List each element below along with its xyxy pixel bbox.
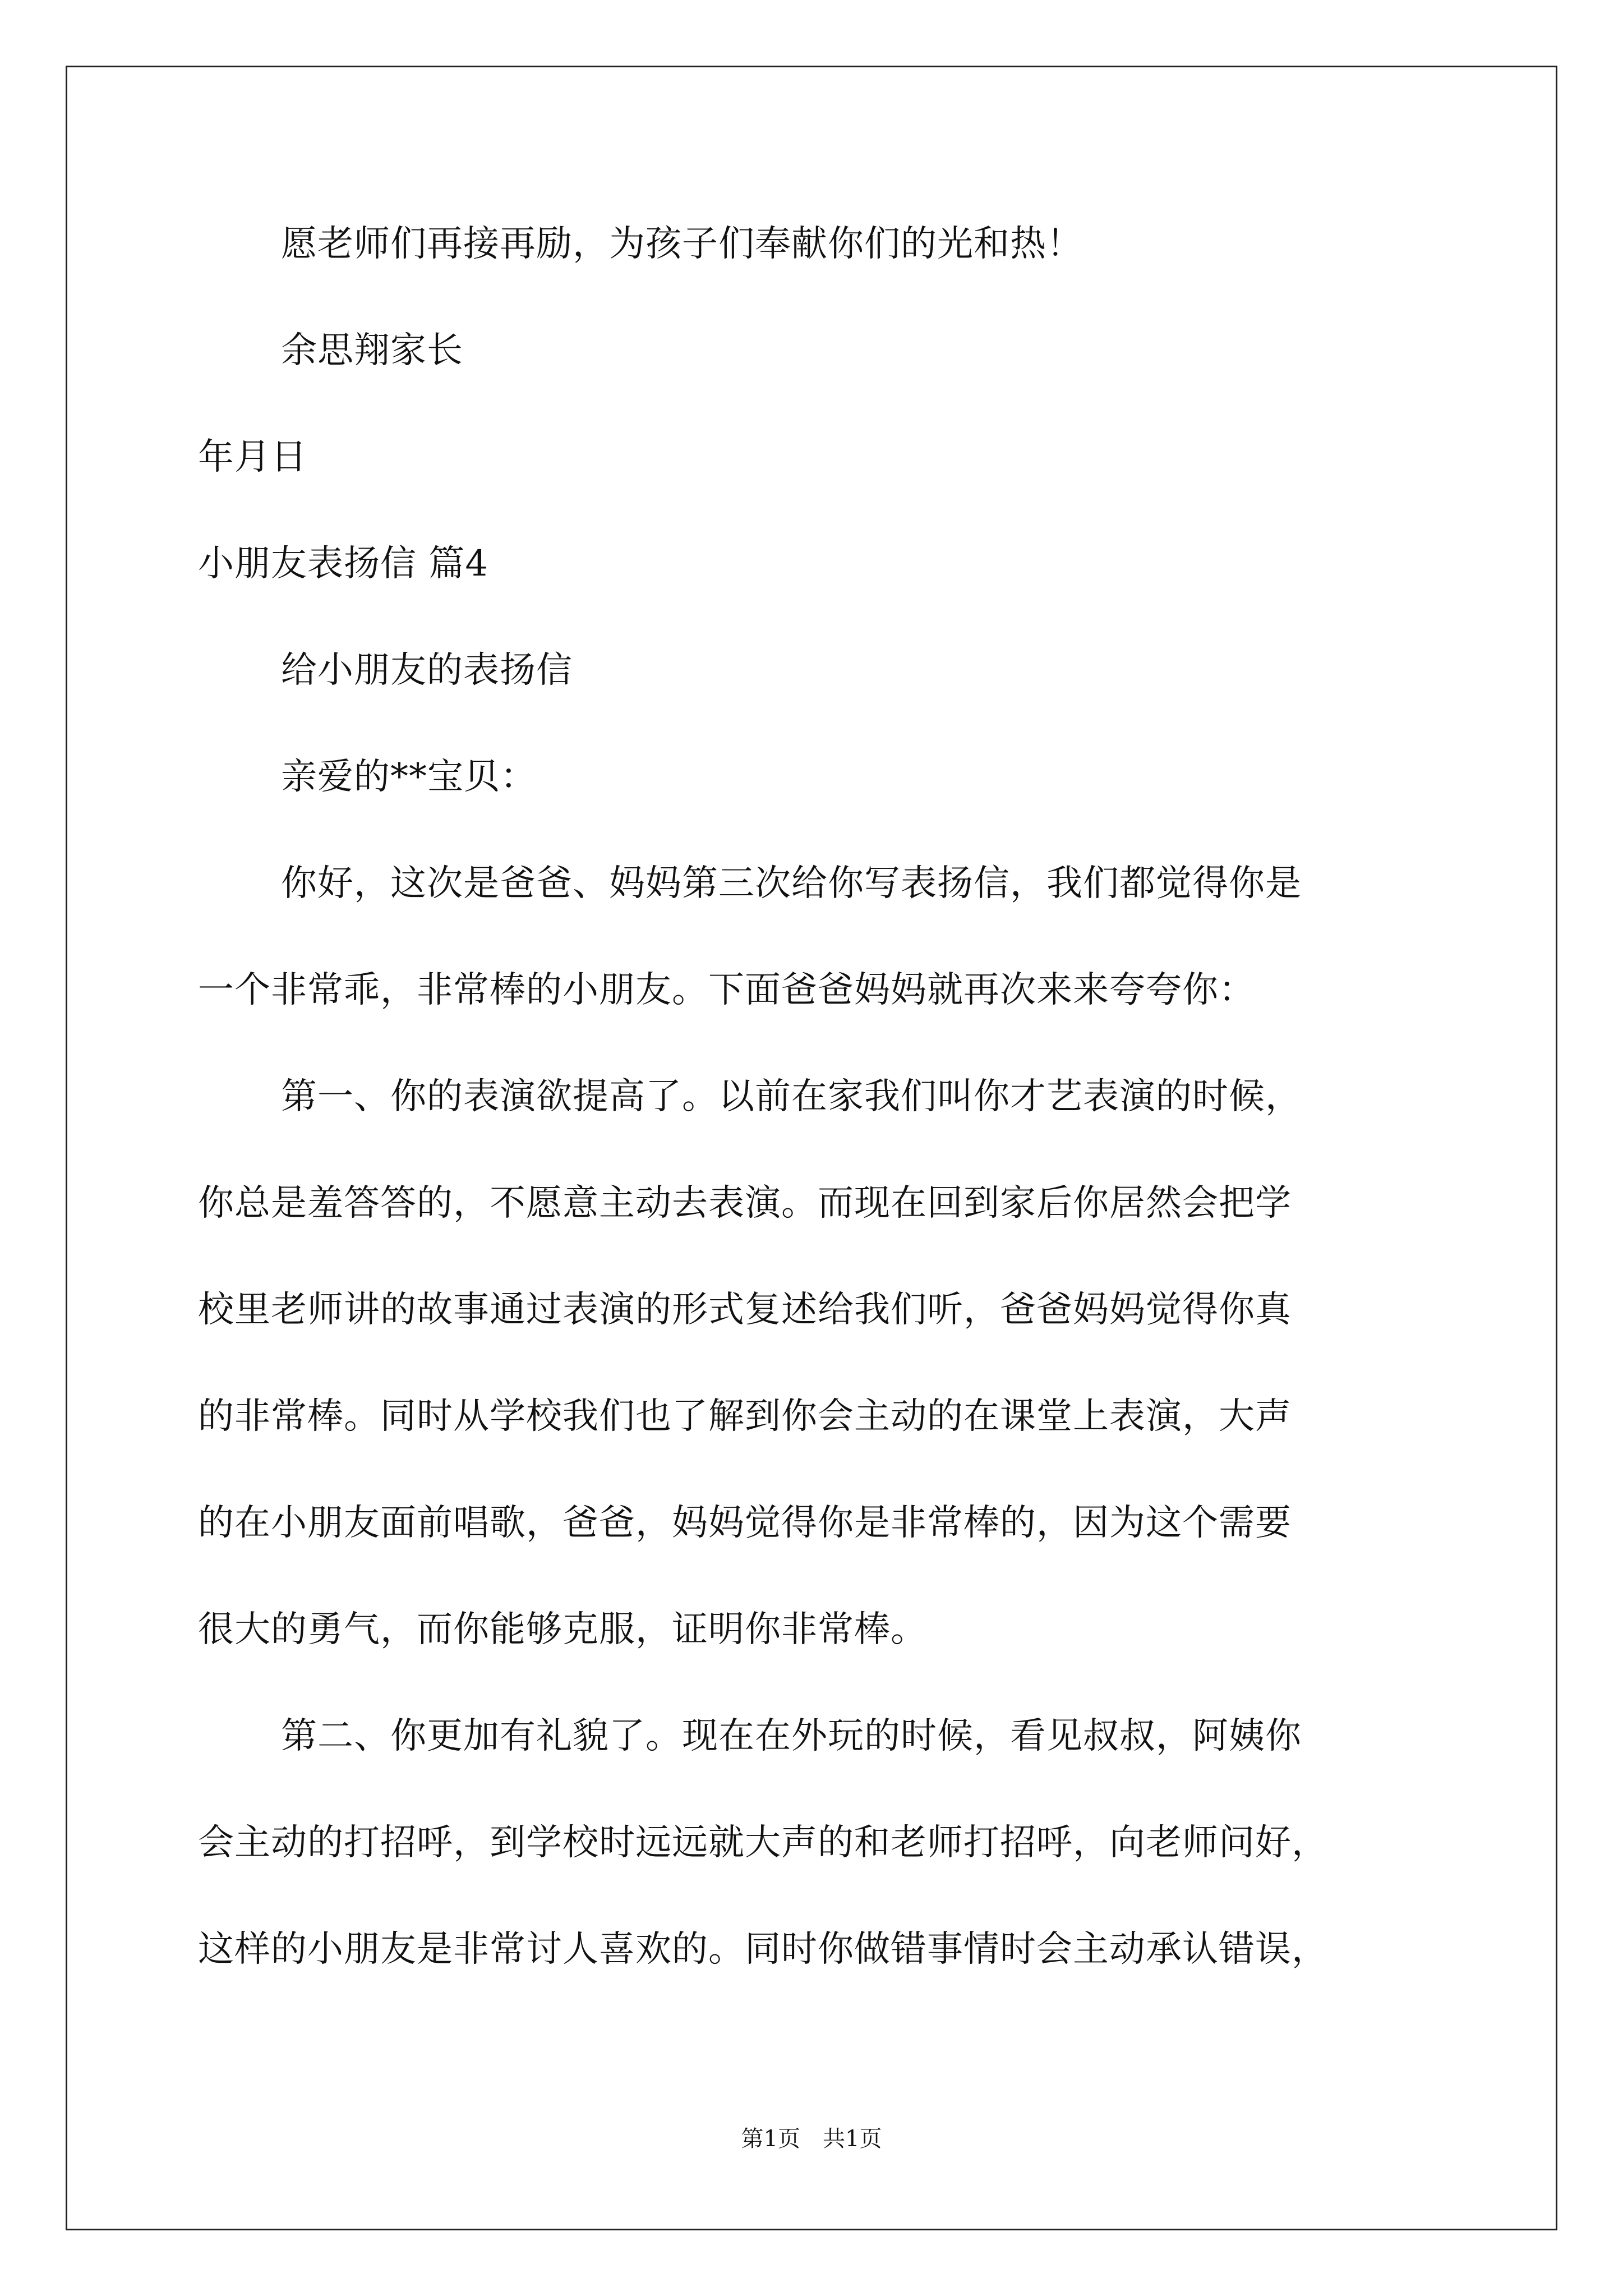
paragraph-closing-wish: 愿老师们再接再励，为孩子们奉献你们的光和热！ [281,223,1083,265]
page-footer: 第1页 共1页 [741,2126,882,2152]
letter-salutation: 亲爱的**宝贝： [281,756,537,798]
letter-title: 给小朋友的表扬信 [281,650,573,691]
paragraph-line: 的非常棒。同时从学校我们也了解到你会主动的在课堂上表演，大声 [198,1396,1292,1437]
signature-parent: 余思翔家长 [281,330,463,371]
paragraph-line: 会主动的打招呼，到学校时远远就大声的和老师打招呼，向老师问好， [198,1822,1328,1864]
paragraph-line: 很大的勇气，而你能够克服，证明你非常棒。 [198,1609,927,1650]
paragraph-line: 第一、你的表演欲提高了。以前在家我们叫你才艺表演的时候， [281,1076,1302,1117]
paragraph-line: 你总是羞答答的，不愿意主动去表演。而现在回到家后你居然会把学 [198,1182,1292,1224]
paragraph-line: 你好，这次是爸爸、妈妈第三次给你写表扬信，我们都觉得你是 [281,863,1302,904]
paragraph-line: 这样的小朋友是非常讨人喜欢的。同时你做错事情时会主动承认错误， [198,1929,1328,1970]
paragraph-line: 一个非常乖，非常棒的小朋友。下面爸爸妈妈就再次来来夸夸你： [198,969,1255,1011]
date-line: 年月日 [198,436,307,478]
page-border [66,66,1557,2230]
section-heading: 小朋友表扬信 篇4 [198,543,489,585]
paragraph-line: 的在小朋友面前唱歌，爸爸，妈妈觉得你是非常棒的，因为这个需要 [198,1502,1292,1544]
paragraph-line: 第二、你更加有礼貌了。现在在外玩的时候，看见叔叔，阿姨你 [281,1715,1302,1757]
paragraph-line: 校里老师讲的故事通过表演的形式复述给我们听，爸爸妈妈觉得你真 [198,1289,1292,1331]
